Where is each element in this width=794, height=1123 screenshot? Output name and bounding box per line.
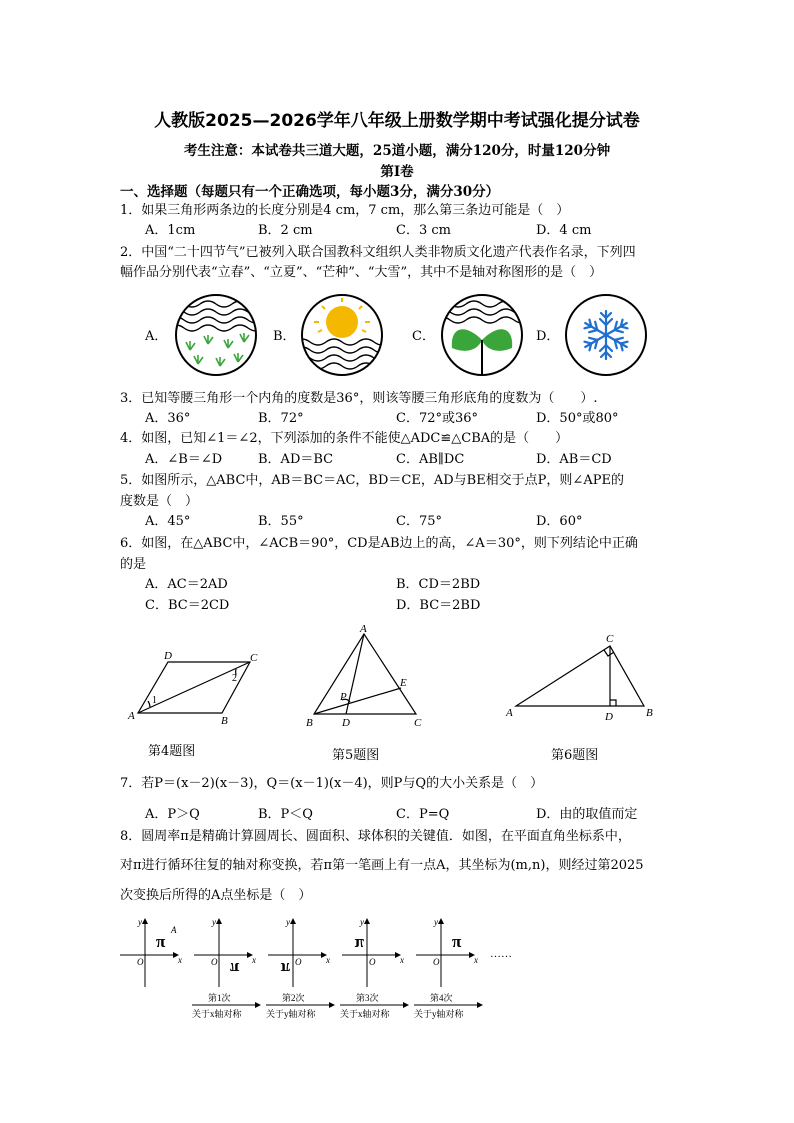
- figure-label: x: [252, 955, 256, 965]
- q1-opt-d: D．4 cm: [536, 223, 592, 238]
- q1-opt-b: B．2 cm: [258, 223, 313, 238]
- q7-opt-a: A．P＞Q: [145, 807, 200, 822]
- q4-opt-a: A．∠B＝∠D: [145, 452, 223, 467]
- figure-label: O: [211, 957, 218, 967]
- figure-label: y: [138, 917, 142, 927]
- label-a: A: [128, 710, 135, 722]
- label-b: B: [646, 707, 653, 719]
- q3-stem: 3．已知等腰三角形一个内角的度数是36°，则该等腰三角形底角的度数为（ ）.: [120, 391, 598, 406]
- figure-label: O: [137, 957, 144, 967]
- solar-term-image-a: [168, 292, 264, 378]
- q7-stem: 7．若P＝(x－2)(x－3)，Q＝(x－1)(x－4)，则P与Q的大小关系是（ ）: [120, 776, 544, 791]
- label-c: C: [414, 717, 422, 729]
- figure-label: π: [230, 959, 240, 978]
- q3-opt-b: B．72°: [258, 411, 304, 426]
- q1-stem: 1．如果三角形两条边的长度分别是4 cm，7 cm，那么第三条边可能是（ ）: [120, 203, 570, 218]
- q3-opt-d: D．50°或80°: [536, 411, 619, 426]
- step4-desc: 关于y轴对称: [414, 1009, 464, 1019]
- volume-label: 第Ⅰ卷: [380, 164, 414, 180]
- q6-line1: 6．如图，在△ABC中，∠ACB＝90°，CD是AB边上的高，∠A＝30°，则下列结论中正确: [120, 536, 638, 551]
- figure-label: x: [178, 955, 182, 965]
- label-b: B: [306, 717, 313, 729]
- label-p: P: [340, 691, 347, 703]
- q5-opt-d: D．60°: [536, 514, 583, 529]
- caption-fig5: 第5题图: [332, 748, 380, 763]
- label-c: C: [606, 633, 614, 645]
- figure-label: y: [212, 917, 216, 927]
- axes-panel-1: [120, 917, 182, 987]
- figure-q8: [118, 915, 518, 1025]
- label-a: A: [360, 623, 367, 635]
- q5-opt-c: C．75°: [396, 514, 442, 529]
- q6-opt-d: D．BC＝2BD: [396, 598, 481, 613]
- q1-opt-c: C．3 cm: [396, 223, 451, 238]
- step4-label: 第4次: [430, 993, 453, 1003]
- figure-label: y: [434, 917, 438, 927]
- q5-line1: 5．如图所示，△ABC中，AB＝BC＝AC，BD＝CE，AD与BE相交于点P，则∠APE的: [120, 473, 624, 488]
- solar-term-image-b: [294, 292, 390, 378]
- figure-label: O: [433, 957, 440, 967]
- q2-label-a: A．: [145, 329, 168, 344]
- solar-term-image-c: [434, 292, 530, 378]
- q7-opt-b: B．P＜Q: [258, 807, 313, 822]
- q7-opt-c: C．P=Q: [396, 807, 450, 822]
- q4-opt-c: C．AB∥DC: [396, 452, 465, 467]
- figure-label: y: [286, 917, 290, 927]
- label-b: B: [221, 715, 228, 725]
- label-angle-2: 2: [232, 673, 237, 684]
- q4-stem: 4．如图，已知∠1＝∠2，下列添加的条件不能使△ADC≌△CBA的是（ ）: [120, 431, 569, 446]
- step3-label: 第3次: [356, 993, 379, 1003]
- q2-line1: 2．中国“二十四节气”已被列入联合国教科文组织人类非物质文化遗产代表作名录，下列四: [120, 245, 636, 260]
- caption-fig4: 第4题图: [148, 744, 196, 759]
- q2-line2: 幅作品分别代表“立春”、“立夏”、“芒种”、“大雪”，其中不是轴对称图形的是（ ）: [120, 265, 603, 280]
- label-angle-1: 1: [152, 695, 157, 706]
- q1-opt-a: A．1cm: [145, 223, 196, 238]
- figure-q6: [500, 632, 670, 724]
- label-a: A: [506, 707, 513, 719]
- figure-label: π: [280, 959, 290, 978]
- pi-symbol: π: [156, 932, 166, 951]
- axes-panel-5: [416, 917, 478, 987]
- q8-line3: 次变换后所得的A点坐标是（ ）: [120, 888, 312, 903]
- q2-label-d: D．: [536, 329, 560, 344]
- axes-panel-3: [268, 917, 330, 987]
- q3-opt-a: A．36°: [145, 411, 191, 426]
- q8-line2: 对π进行循环往复的轴对称变换，若π第一笔画上有一点A，其坐标为(m,n)，则经过第2025: [120, 858, 644, 873]
- q6-opt-c: C．BC＝2CD: [145, 598, 230, 613]
- figure-label: O: [295, 957, 302, 967]
- label-e: E: [400, 677, 407, 689]
- q5-line2: 度数是（ ）: [120, 494, 199, 509]
- step1-desc: 关于x轴对称: [192, 1009, 242, 1019]
- label-c: C: [250, 652, 258, 664]
- q4-opt-d: D．AB＝CD: [536, 452, 612, 467]
- section-heading: 一、选择题（每题只有一个正确选项，每小题3分，满分30分）: [120, 184, 500, 200]
- figure-label: x: [474, 955, 478, 965]
- step2-desc: 关于y轴对称: [266, 1009, 316, 1019]
- figure-label: y: [360, 917, 364, 927]
- label-d: D: [342, 717, 350, 729]
- figure-label: π: [452, 932, 462, 951]
- figure-label: A: [171, 925, 177, 935]
- axes-panel-2: [194, 917, 256, 987]
- q4-opt-b: B．AD＝BC: [258, 452, 334, 467]
- q6-line2: 的是: [120, 557, 147, 572]
- figure-label: x: [326, 955, 330, 965]
- q6-opt-b: B．CD＝2BD: [396, 577, 481, 592]
- q5-opt-a: A．45°: [145, 514, 191, 529]
- continuation-dots: ……: [490, 948, 512, 960]
- page-title: 人教版2025—2026学年八年级上册数学期中考试强化提分试卷: [154, 111, 640, 131]
- label-d: D: [164, 650, 172, 662]
- figure-label: π: [354, 932, 364, 951]
- q7-opt-d: D．由的取值而定: [536, 807, 638, 822]
- step2-label: 第2次: [282, 993, 305, 1003]
- q2-label-c: C．: [412, 329, 435, 344]
- solar-term-image-d: [558, 292, 654, 378]
- label-d: D: [605, 711, 613, 723]
- q3-opt-c: C．72°或36°: [396, 411, 479, 426]
- q5-opt-b: B．55°: [258, 514, 304, 529]
- step1-label: 第1次: [208, 993, 231, 1003]
- figure-label: O: [369, 957, 376, 967]
- figure-q5: [300, 622, 435, 734]
- axes-panel-4: [342, 917, 404, 987]
- step3-desc: 关于x轴对称: [340, 1009, 390, 1019]
- exam-notice: 考生注意：本试卷共三道大题，25道小题，满分120分，时量120分钟: [183, 143, 611, 159]
- figure-label: x: [400, 955, 404, 965]
- q2-label-b: B．: [273, 329, 296, 344]
- q8-line1: 8．圆周率π是精确计算圆周长、圆面积、球体积的关键值．如图，在平面直角坐标系中，: [120, 829, 631, 844]
- caption-fig6: 第6题图: [551, 748, 599, 763]
- q6-opt-a: A．AC＝2AD: [145, 577, 228, 592]
- figure-q4: [122, 645, 272, 725]
